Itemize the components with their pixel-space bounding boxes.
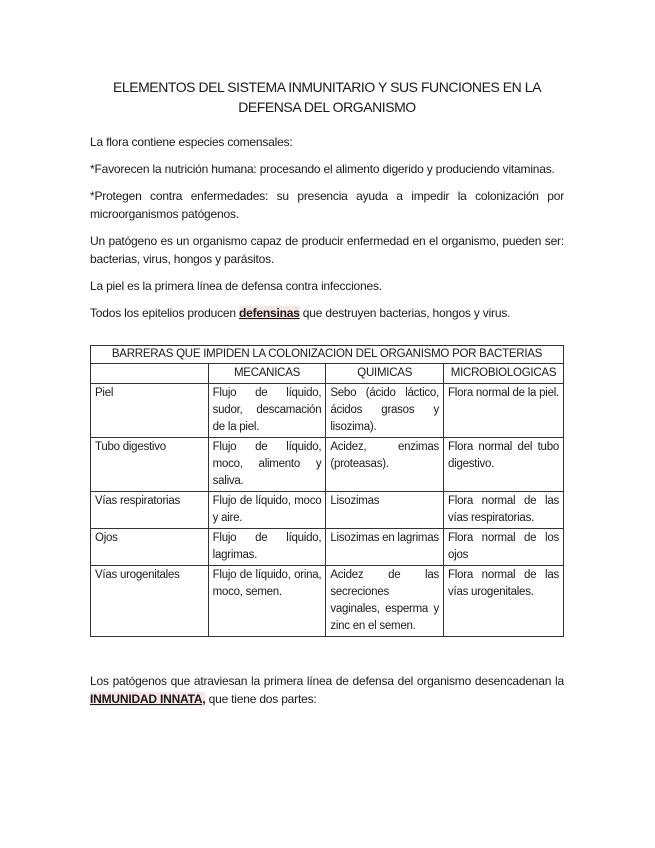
defensinas-term: defensinas [238, 306, 300, 320]
mechanical-cell: Flujo de líquido, sudor, descamación de la piel. [208, 384, 326, 438]
document-page [90, 77, 564, 717]
row-label: Piel [91, 384, 209, 438]
epithelia-text-before: Todos los epitelios producen [90, 306, 239, 320]
header-empty [91, 364, 209, 384]
barriers-table [90, 345, 564, 637]
row-label: Vías urogenitales [91, 566, 209, 637]
title-line-2: DEFENSA DEL ORGANISMO [238, 99, 416, 115]
paragraph-innate-immunity [90, 672, 564, 708]
epithelia-text-after: que destruyen bacterias, hongos y virus. [299, 306, 511, 320]
microbiological-cell: Flora normal de las vías urogenitales. [444, 566, 564, 637]
table-row [91, 384, 564, 438]
chemical-cell: Lisozimas en lagrimas [326, 529, 444, 566]
innate-immunity-term: INMUNIDAD INNATA, [90, 692, 206, 706]
microbiological-cell: Flora normal del tubo digestivo. [444, 438, 564, 492]
mechanical-cell: Flujo de líquido, moco y aire. [208, 492, 326, 529]
chemical-cell: Lisozimas [326, 492, 444, 529]
chemical-cell: Sebo (ácido láctico, ácidos grasos y lisozima). [326, 384, 444, 438]
paragraph-flora: La flora contiene especies comensales: [90, 135, 293, 149]
row-label: Tubo digestivo [91, 438, 209, 492]
paragraph-nutrition: *Favorecen la nutrición humana: procesando el alimento digerido y produciendo vitaminas. [90, 162, 555, 176]
header-mecanicas: MECANICAS [208, 364, 326, 384]
paragraph-skin: La piel es la primera línea de defensa contra infecciones. [90, 279, 382, 293]
microbiological-cell: Flora normal de los ojos [444, 529, 564, 566]
table-caption: BARRERAS QUE IMPIDEN LA COLONIZACION DEL ORGANISMO POR BACTERIAS [91, 346, 564, 364]
microbiological-cell: Flora normal de las vías respiratorias. [444, 492, 564, 529]
row-label: Vías respiratorias [91, 492, 209, 529]
paragraph-epithelia [90, 304, 564, 322]
table-row [91, 492, 564, 529]
header-quimicas: QUIMICAS [326, 364, 444, 384]
paragraph-pathogen: Un patógeno es un organismo capaz de producir enfermedad en el organismo, pueden ser: bacterias, virus, hongos y parásitos. [90, 234, 564, 266]
paragraph-protection: *Protegen contra enfermedades: su presencia ayuda a impedir la colonización por microorganismos patógenos. [90, 189, 564, 221]
mechanical-cell: Flujo de líquido, lagrimas. [208, 529, 326, 566]
header-microbiologicas: MICROBIOLOGICAS [444, 364, 564, 384]
closing-text-before: Los patógenos que atraviesan la primera línea de defensa del organismo desencadenan la [90, 674, 564, 688]
row-label: Ojos [91, 529, 209, 566]
title-line-1: ELEMENTOS DEL SISTEMA INMUNITARIO Y SUS FUNCIONES EN LA [112, 79, 541, 95]
table-row [91, 566, 564, 637]
chemical-cell: Acidez de las secreciones vaginales, esperma y zinc en el semen. [326, 566, 444, 637]
mechanical-cell: Flujo de líquido, orina, moco, semen. [208, 566, 326, 637]
closing-text-after: que tiene dos partes: [205, 692, 317, 706]
page-title [90, 77, 564, 117]
table-row [91, 529, 564, 566]
chemical-cell: Acidez, enzimas (proteasas). [326, 438, 444, 492]
table-row [91, 438, 564, 492]
mechanical-cell: Flujo de líquido, moco, alimento y saliva. [208, 438, 326, 492]
microbiological-cell: Flora normal de la piel. [444, 384, 564, 438]
